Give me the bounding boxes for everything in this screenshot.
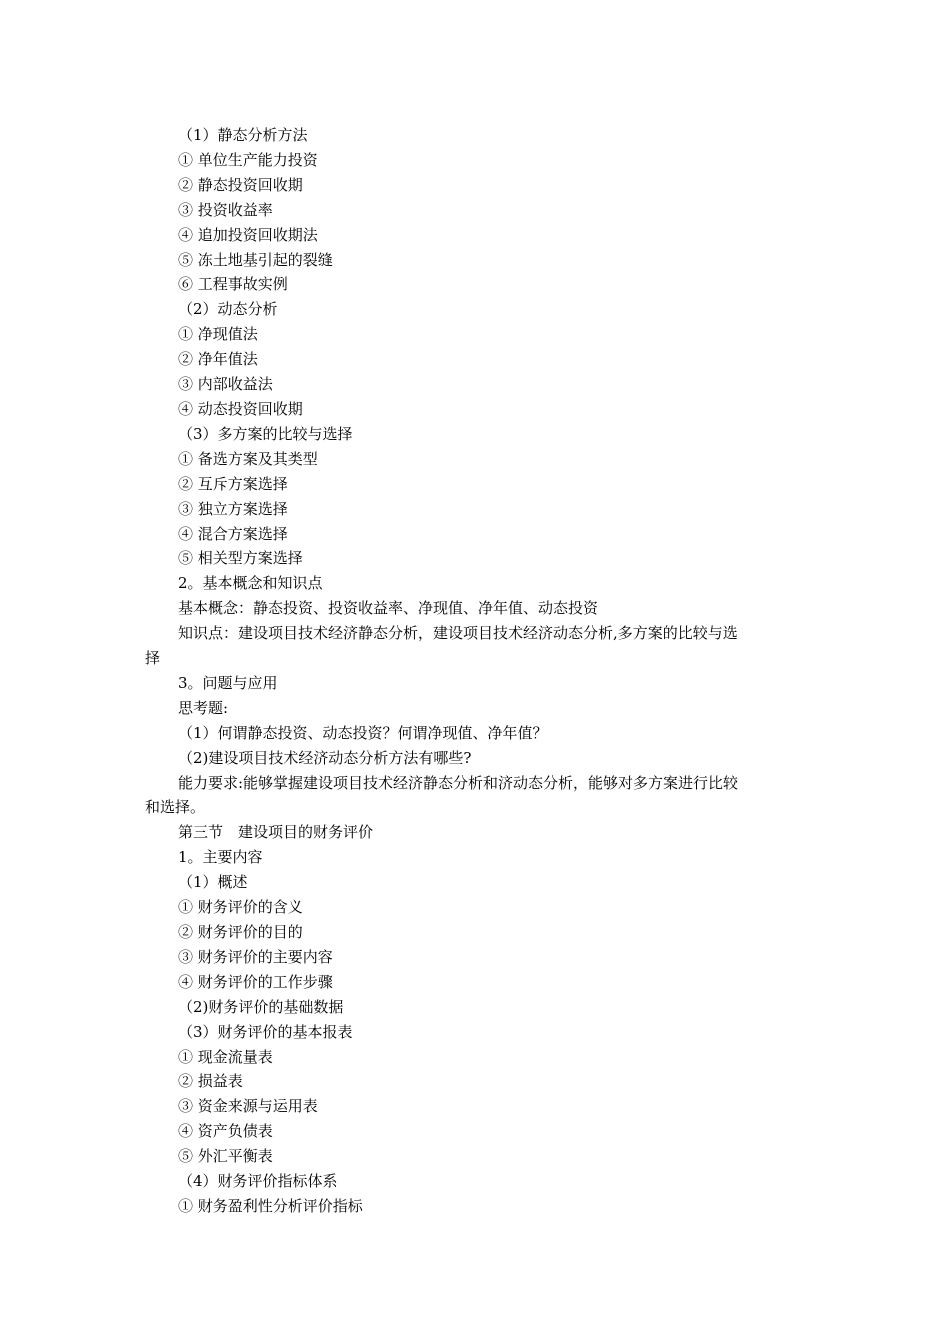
list-item: ⑤ 相关型方案选择 (178, 549, 303, 568)
knowledge-points-paragraph (145, 621, 815, 671)
list-item: ③ 资金来源与运用表 (178, 1097, 318, 1116)
question-item: （2)建设项目技术经济动态分析方法有哪些? (178, 748, 472, 767)
list-item: ① 备选方案及其类型 (178, 449, 318, 468)
heading-indicator-system: （4）财务评价指标体系 (178, 1172, 338, 1191)
list-item: ③ 独立方案选择 (178, 499, 288, 518)
ability-line-2: 和选择。 (145, 798, 206, 817)
list-item: ⑥ 工程事故实例 (178, 275, 288, 294)
list-item: ② 互斥方案选择 (178, 474, 288, 493)
list-item: ⑤ 冻土地基引起的裂缝 (178, 250, 333, 269)
heading-basic-data: （2)财务评价的基础数据 (178, 997, 344, 1016)
heading-questions: 3。问题与应用 (178, 673, 278, 692)
list-item: ② 财务评价的目的 (178, 923, 303, 941)
list-item: ④ 动态投资回收期 (178, 399, 303, 418)
heading-basic-concepts: 2。基本概念和知识点 (178, 574, 323, 593)
list-item: ④ 资产负债表 (178, 1122, 273, 1141)
knowledge-points-line-2: 择 (145, 649, 161, 668)
list-item: ② 净年值法 (178, 350, 258, 369)
list-item: ① 净现值法 (178, 325, 258, 344)
heading-dynamic-analysis: （2）动态分析 (178, 300, 278, 319)
heading-overview: （1）概述 (178, 873, 248, 892)
list-item: ③ 投资收益率 (178, 200, 273, 219)
section-title: 第三节 建设项目的财务评价 (178, 823, 374, 842)
list-item: ① 现金流量表 (178, 1047, 273, 1066)
ability-line-1: 能力要求:能够掌握建设项目技术经济静态分析和济动态分析，能够对多方案进行比较 (178, 773, 739, 792)
list-item: ④ 财务评价的工作步骤 (178, 972, 333, 991)
list-item: ① 财务评价的含义 (178, 898, 303, 917)
list-item: ① 财务盈利性分析评价指标 (178, 1196, 363, 1215)
list-item: ⑤ 外汇平衡表 (178, 1147, 273, 1166)
ability-requirements-paragraph (145, 771, 815, 821)
list-item: ② 损益表 (178, 1072, 243, 1091)
list-item: ① 单位生产能力投资 (178, 150, 318, 169)
list-item: ③ 财务评价的主要内容 (178, 947, 333, 966)
heading-multi-scheme: （3）多方案的比较与选择 (178, 424, 353, 443)
heading-static-analysis: （1）静态分析方法 (178, 126, 308, 144)
document-body (145, 123, 815, 1219)
knowledge-points-line-1: 知识点：建设项目技术经济静态分析，建设项目技术经济动态分析,多方案的比较与选 (178, 624, 738, 643)
list-item: ④ 追加投资回收期法 (178, 225, 318, 244)
heading-basic-reports: （3）财务评价的基本报表 (178, 1022, 353, 1041)
list-item: ③ 内部收益法 (178, 375, 273, 394)
list-item: ④ 混合方案选择 (178, 524, 288, 543)
think-questions-label: 思考题: (178, 698, 229, 717)
heading-main-content: 1。主要内容 (178, 848, 263, 867)
basic-concepts-text: 基本概念：静态投资、投资收益率、净现值、净年值、动态投资 (178, 599, 599, 618)
list-item: ② 静态投资回收期 (178, 175, 303, 194)
question-item: （1）何谓静态投资、动态投资？何谓净现值、净年值？ (178, 723, 548, 742)
